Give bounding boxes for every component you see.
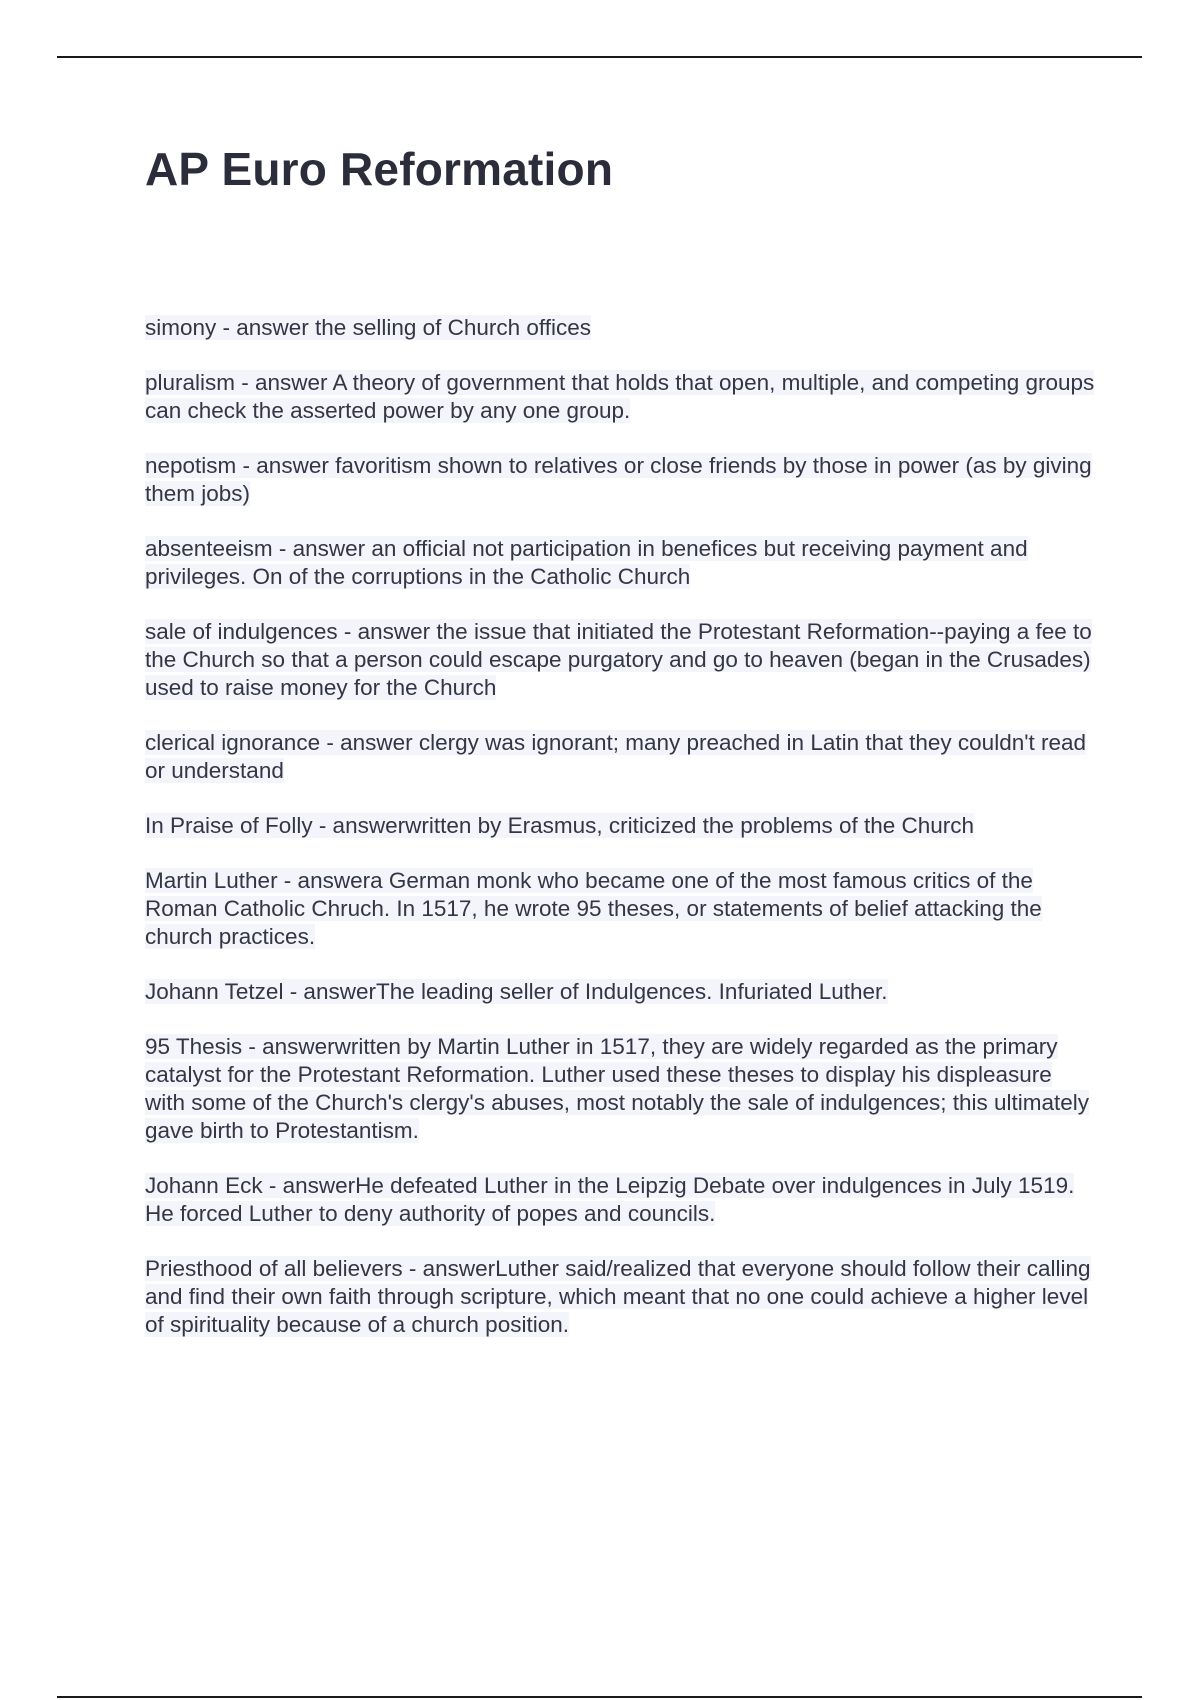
list-item-text: Johann Tetzel - answerThe leading seller of Indulgences. Infuriated Luther. (145, 979, 888, 1004)
list-item-text: absenteeism - answer an official not participation in benefices but receiving payment and privileges. On of the corruptions in the Catholic Church (145, 536, 1028, 589)
list-item-text: Priesthood of all believers - answerLuther said/realized that everyone should follow their calling and find their own faith through scripture, which meant that no one could achieve a higher level of spirituality because of a church position. (145, 1256, 1091, 1337)
list-item (145, 867, 1095, 951)
list-item-text: nepotism - answer favoritism shown to relatives or close friends by those in power (as by giving them jobs) (145, 453, 1092, 506)
list-item (145, 535, 1095, 591)
list-item-text: Johann Eck - answerHe defeated Luther in the Leipzig Debate over indulgences in July 1519. He forced Luther to deny authority of popes and councils. (145, 1173, 1075, 1226)
page-title: AP Euro Reformation (145, 143, 614, 195)
list-item (145, 314, 1095, 342)
list-item-text: pluralism - answer A theory of government that holds that open, multiple, and competing groups can check the asserted power by any one group. (145, 370, 1095, 423)
list-item (145, 1172, 1095, 1228)
list-item (145, 1033, 1095, 1145)
list-item-text: simony - answer the selling of Church offices (145, 315, 592, 340)
list-item (145, 978, 1095, 1006)
top-divider (57, 56, 1142, 58)
list-item (145, 369, 1095, 425)
list-item (145, 452, 1095, 508)
list-item-text: 95 Thesis - answerwritten by Martin Luther in 1517, they are widely regarded as the primary catalyst for the Protestant Reformation. Luther used these theses to display his displeasure with some of the Church's clergy's abuses, most notably the sale of indulgences; this ultimately gave birth to Protestantism. (145, 1034, 1090, 1143)
qa-list (145, 314, 1095, 1366)
list-item (145, 618, 1095, 702)
list-item (145, 812, 1095, 840)
list-item-text: sale of indulgences - answer the issue that initiated the Protestant Reformation--paying a fee to the Church so that a person could escape purgatory and go to heaven (began in the Crusades) used to raise money for the Church (145, 619, 1092, 700)
list-item-text: clerical ignorance - answer clergy was ignorant; many preached in Latin that they couldn't read or understand (145, 730, 1087, 783)
list-item (145, 729, 1095, 785)
list-item-text: In Praise of Folly - answerwritten by Erasmus, criticized the problems of the Church (145, 813, 975, 838)
bottom-divider (57, 1696, 1142, 1698)
list-item (145, 1255, 1095, 1339)
list-item-text: Martin Luther - answera German monk who became one of the most famous critics of the Roman Catholic Chruch. In 1517, he wrote 95 theses, or statements of belief attacking the church practices. (145, 868, 1042, 949)
